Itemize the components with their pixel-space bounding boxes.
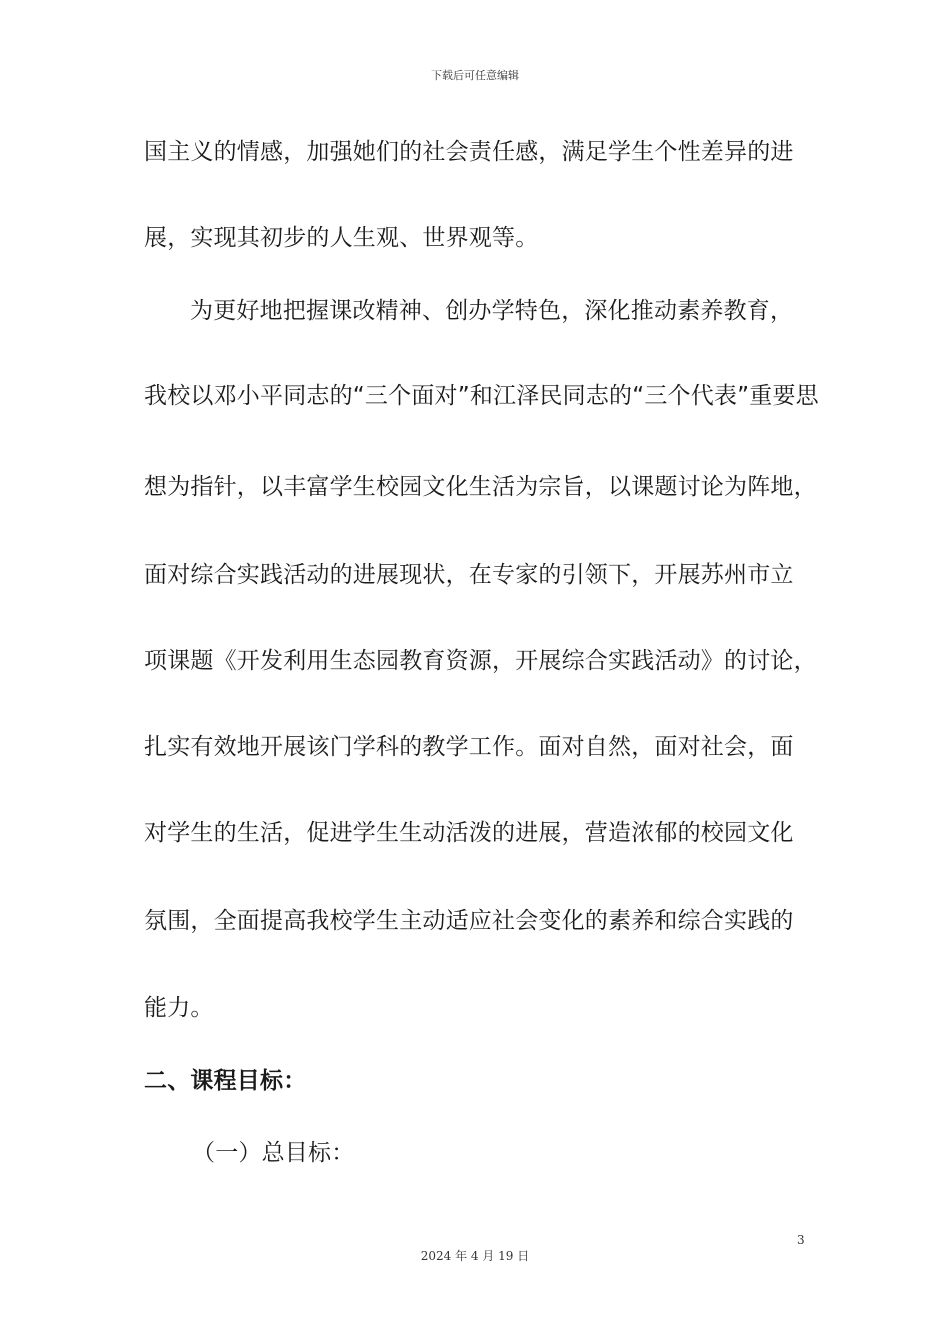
body-line-5: 想为指针，以丰富学生校园文化生活为宗旨，以课题讨论为阵地， — [144, 474, 817, 500]
body-line-6: 面对综合实践活动的进展现状，在专家的引领下，开展苏州市立 — [144, 562, 794, 588]
body-line-9: 对学生的生活，促进学生生动活泼的进展，营造浓郁的校园文化 — [144, 820, 794, 846]
subsection-heading: （一）总目标： — [192, 1140, 355, 1166]
section-heading: 二、课程目标： — [144, 1068, 307, 1094]
body-line-7: 项课题《开发利用生态园教育资源，开展综合实践活动》的讨论， — [144, 648, 817, 674]
body-line-10: 氛围，全面提高我校学生主动适应社会变化的素养和综合实践的 — [144, 908, 794, 934]
body-line-1: 国主义的情感，加强她们的社会责任感，满足学生个性差异的进 — [144, 139, 794, 165]
page-header: 下载后可任意编辑 — [431, 69, 519, 82]
body-line-3: 为更好地把握课改精神、创办学特色，深化推动素养教育， — [190, 298, 794, 324]
page-number: 3 — [797, 1233, 805, 1247]
body-line-4: 我校以邓小平同志的“三个面对”和江泽民同志的“三个代表”重要思 — [144, 383, 819, 409]
body-line-2: 展，实现其初步的人生观、世界观等。 — [144, 225, 539, 251]
footer-date: 2024 年 4 月 19 日 — [420, 1249, 530, 1263]
body-line-8: 扎实有效地开展该门学科的教学工作。面对自然，面对社会，面 — [144, 734, 794, 760]
body-line-11: 能力。 — [144, 995, 214, 1021]
